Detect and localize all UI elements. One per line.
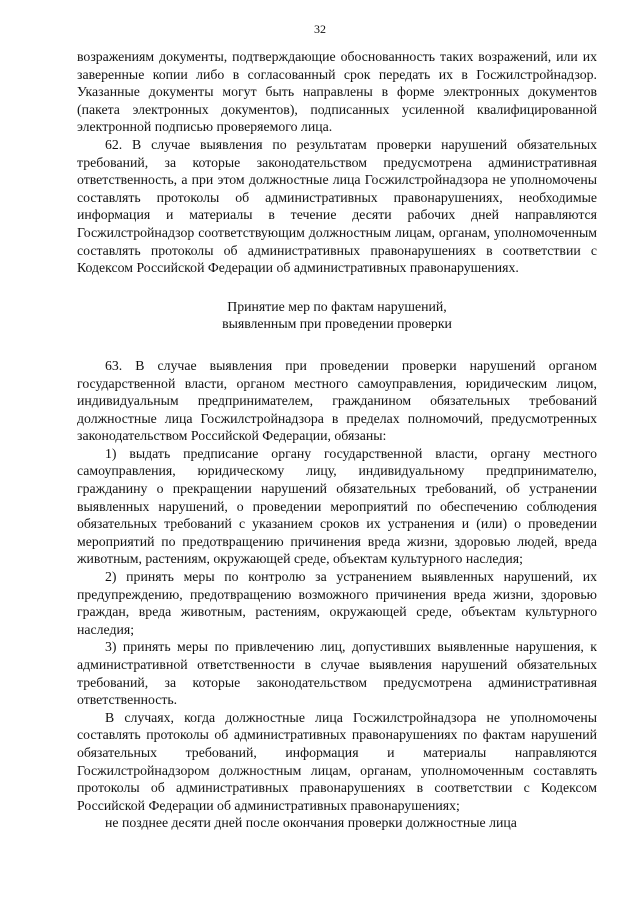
paragraph-continuation: возражениям документы, подтверждающие обоснованность таких возражений, или их заверенные копии либо в согласованный срок передать их в Госжилстройнадзор. Указанные документы могут быть направлены в форме электронных документов (пакета электронных документов), подписанных усиленной квалифицированной электронной подписью проверяемого лица. [77,49,597,135]
paragraph-cases: В случаях, когда должностные лица Госжилстройнадзора не уполномочены составлять протоколы об административных правонарушениях по фактам нарушений обязательных требований, информация и материалы направляются Госжилстройнадзором должностным лицам, органам, уполномоченным составлять протоколы об административных правонарушениях в соответствии с Кодексом Российской Федерации об административных правонарушениях; [77,709,597,813]
list-item-2: 2) принять меры по контролю за устранением выявленных нарушений, их предупреждению, предотвращению возможного причинения вреда жизни, здоровью граждан, вреда животным, растениям, окружающей среде, объектам культурного наследия; [77,569,597,637]
list-item-3: 3) принять меры по привлечению лиц, допустивших выявленные нарушения, к административной ответственности в случае выявления нарушений обязательных требований, за которые законодательством предусмотрена административная ответственность. [77,639,597,708]
section-heading-line-1: Принятие мер по фактам нарушений, [227,298,447,314]
paragraph-deadline: не позднее десяти дней после окончания проверки должностные лица [105,815,517,831]
section-heading [77,298,597,333]
list-item-1: 1) выдать предписание органу государственной власти, органу местного самоуправления, юридическому лицу, индивидуальному предпринимателю, гражданину о прекращении нарушений обязательных требований, об устранении выявленных нарушений, о проведении мероприятий по обеспечению соблюдения обязательных требований с указанием сроков их устранения и (или) о проведении мероприятий по предотвращению причинения вреда жизни, здоровью людей, вреда животным, растениям, окружающей среде, объектам культурного наследия; [77,445,597,567]
section-heading-line-2: выявленным при проведении проверки [222,316,452,332]
paragraph-63: 63. В случае выявления при проведении проверки нарушений органом государственной власти, органом местного самоуправления, юридическим лицом, индивидуальным предпринимателем, гражданином обязательных требований должностные лица Госжилстройнадзора в пределах полномочий, предусмотренных законодательством Российской Федерации, обязаны: [77,357,597,444]
document-body [77,48,597,832]
paragraph-62: 62. В случае выявления по результатам проверки нарушений обязательных требований, за которые законодательством предусмотрена административная ответственность, а при этом должностные лица Госжилстройнадзора не уполномочены составлять протоколы об административных правонарушениях, необходимые информация и материалы в течение десяти рабочих дней направляются Госжилстройнадзор соответствующим должностным лицам, органам, уполномоченным составлять протоколы об административных правонарушениях в соответствии с Кодексом Российской Федерации об административных правонарушениях. [77,136,597,276]
page-number: 32 [314,22,326,36]
